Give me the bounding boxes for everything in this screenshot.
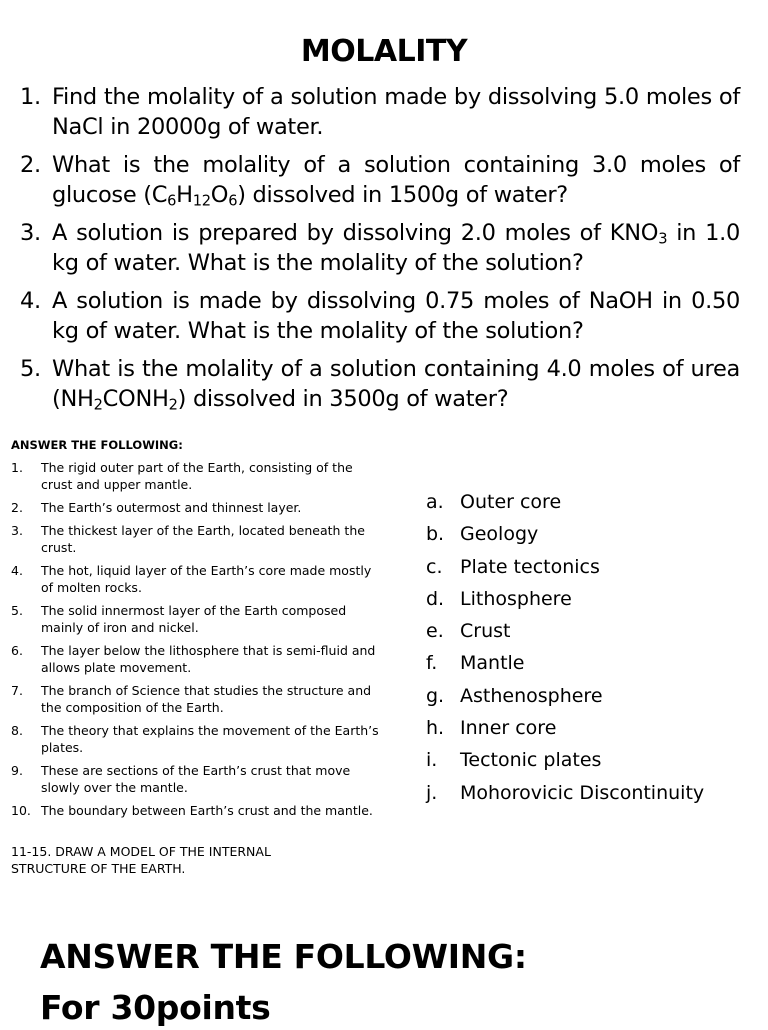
question-text: in 1.0 kg of water. What is the molality of the solution?	[52, 220, 741, 276]
question-text: CONH	[102, 386, 169, 412]
answer-choice	[426, 615, 704, 647]
question-number: 9.	[11, 763, 23, 778]
answer-choice	[426, 518, 704, 550]
subscript: 3	[658, 230, 668, 248]
question-text: A solution is prepared by dissolving 2.0 moles of KNO	[52, 220, 659, 246]
question-text: The layer below the lithosphere that is semi-fluid and allows plate movement.	[41, 643, 376, 675]
subscript: 2	[168, 396, 178, 414]
molality-question	[20, 354, 740, 414]
choice-text: Asthenosphere	[460, 684, 603, 707]
question-number: 8.	[11, 723, 23, 738]
matching-section-header: ANSWER THE FOLLOWING:	[11, 438, 183, 452]
answer-choice	[426, 777, 704, 809]
bottom-heading: ANSWER THE FOLLOWING:	[40, 937, 527, 976]
question-number: 5.	[20, 356, 41, 382]
matching-question	[11, 459, 381, 499]
subscript: 6	[167, 192, 177, 210]
question-number: 6.	[11, 643, 23, 658]
answer-choice	[426, 744, 704, 776]
question-text: The solid innermost layer of the Earth composed mainly of iron and nickel.	[41, 603, 347, 635]
question-text: What is the molality of a solution containing 3.0 moles of glucose (C	[52, 152, 740, 208]
question-text: O	[210, 182, 229, 208]
matching-question	[11, 802, 381, 842]
choice-text: Tectonic plates	[460, 749, 602, 772]
answer-choice	[426, 583, 704, 615]
matching-question	[11, 722, 381, 762]
points-heading: For 30points	[40, 988, 271, 1027]
page-title: MOLALITY	[300, 34, 468, 69]
answer-choice	[426, 712, 704, 744]
question-text: The hot, liquid layer of the Earth’s core made mostly of molten rocks.	[41, 563, 372, 595]
matching-question	[11, 642, 381, 682]
molality-question	[20, 286, 740, 346]
choice-text: Geology	[460, 523, 539, 546]
choice-letter: a.	[426, 491, 444, 513]
question-number: 4.	[11, 563, 23, 578]
answer-choice	[426, 486, 704, 518]
choice-text: Lithosphere	[460, 587, 572, 610]
question-text: The thickest layer of the Earth, located beneath the crust.	[41, 523, 365, 555]
answer-choices-list	[426, 486, 704, 809]
subscript: 2	[93, 396, 103, 414]
question-number: 3.	[20, 220, 41, 246]
matching-question	[11, 562, 381, 602]
choice-text: Outer core	[460, 491, 562, 513]
choice-letter: i.	[426, 749, 438, 772]
question-text: ) dissolved in 1500g of water?	[237, 182, 568, 208]
answer-choice	[426, 551, 704, 583]
choice-letter: d.	[426, 587, 445, 610]
question-number: 2.	[11, 500, 23, 515]
matching-question	[11, 602, 381, 642]
matching-question	[11, 499, 381, 522]
question-text: The boundary between Earth’s crust and the mantle.	[41, 803, 373, 818]
question-number: 2.	[20, 152, 41, 178]
answer-choice	[426, 680, 704, 712]
draw-model-instruction: 11-15. DRAW A MODEL OF THE INTERNAL STRUCTURE OF THE EARTH.	[11, 844, 271, 876]
choice-text: Mohorovicic Discontinuity	[460, 781, 705, 804]
choice-letter: h.	[426, 717, 445, 740]
question-number: 1.	[11, 460, 23, 475]
subscript: 12	[192, 192, 211, 210]
question-text: The rigid outer part of the Earth, consisting of the crust and upper mantle.	[41, 460, 353, 492]
question-text: H	[176, 182, 193, 208]
question-text: What is the molality of a solution containing 4.0 moles of urea (NH	[52, 356, 740, 412]
matching-question	[11, 762, 381, 802]
matching-question-list	[11, 459, 381, 842]
choice-letter: c.	[426, 555, 443, 578]
choice-text: Crust	[460, 620, 511, 643]
choice-text: Mantle	[460, 652, 525, 675]
question-text: The Earth’s outermost and thinnest layer.	[41, 500, 302, 515]
question-text: The branch of Science that studies the structure and the composition of the Earth.	[41, 683, 372, 715]
choice-text: Plate tectonics	[460, 555, 600, 578]
choice-letter: b.	[426, 523, 445, 546]
matching-question	[11, 682, 381, 722]
question-text: A solution is made by dissolving 0.75 moles of NaOH in 0.50 kg of water. What is the molality of the solution?	[52, 288, 740, 344]
molality-question-list	[20, 82, 740, 422]
question-text: ) dissolved in 3500g of water?	[177, 386, 509, 412]
molality-question	[20, 218, 740, 278]
question-number: 4.	[20, 288, 41, 314]
answer-choice	[426, 647, 704, 679]
choice-text: Inner core	[460, 717, 557, 740]
molality-question	[20, 150, 740, 210]
matching-question	[11, 522, 381, 562]
question-number: 7.	[11, 683, 23, 698]
molality-question	[20, 82, 740, 142]
choice-letter: e.	[426, 620, 444, 643]
question-number: 3.	[11, 523, 23, 538]
question-number: 5.	[11, 603, 23, 618]
choice-letter: g.	[426, 684, 445, 707]
subscript: 6	[228, 192, 238, 210]
question-text: These are sections of the Earth’s crust that move slowly over the mantle.	[41, 763, 351, 795]
question-number: 1.	[20, 84, 41, 110]
choice-letter: j.	[426, 781, 438, 804]
question-number: 10.	[11, 803, 31, 818]
question-text: The theory that explains the movement of the Earth’s plates.	[41, 723, 379, 755]
choice-letter: f.	[426, 652, 438, 675]
question-text: Find the molality of a solution made by dissolving 5.0 moles of NaCl in 20000g of water.	[52, 84, 740, 140]
